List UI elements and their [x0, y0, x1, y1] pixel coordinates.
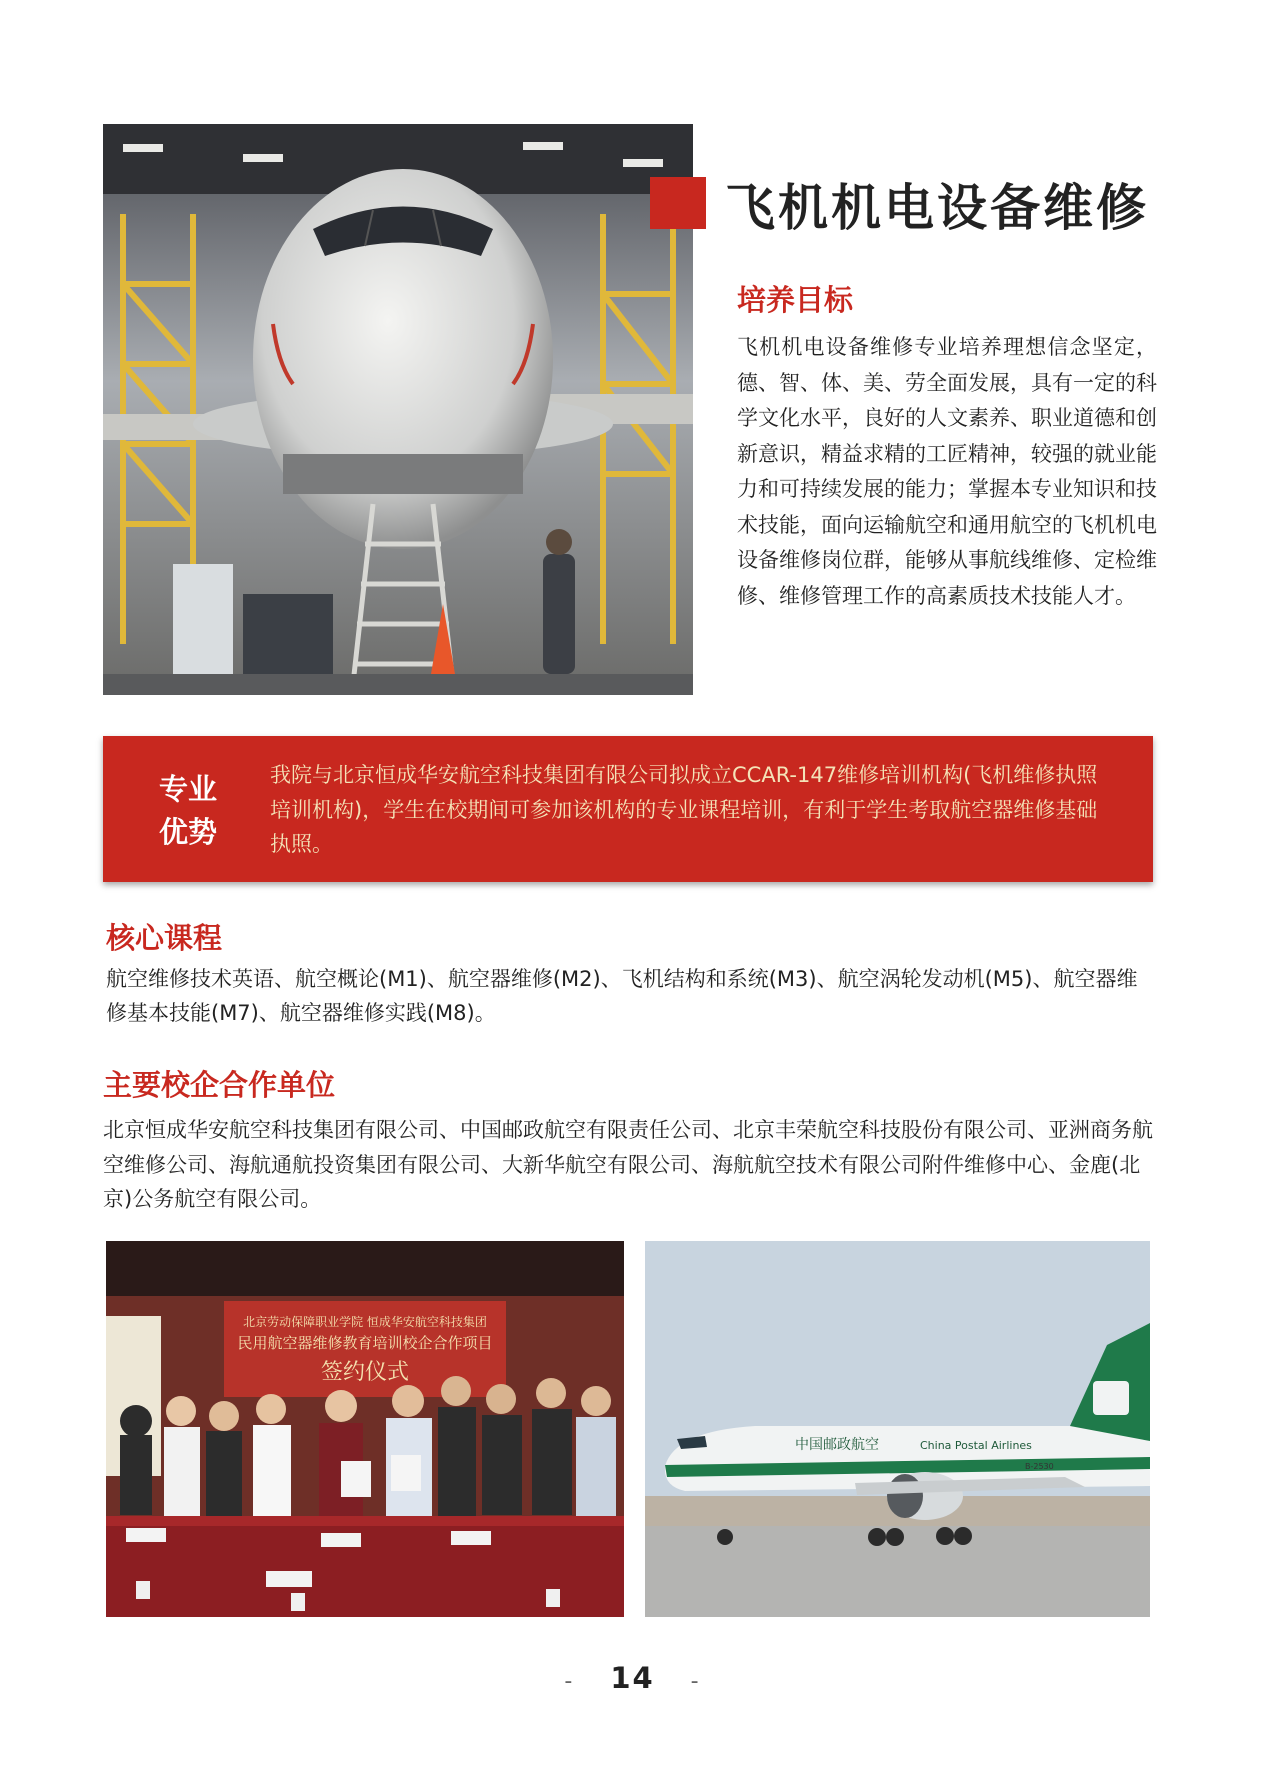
airplane-illustration	[645, 1241, 1150, 1617]
courses-body: 航空维修技术英语、航空概论(M1)、航空器维修(M2)、飞机结构和系统(M3)、航空涡轮发动机(M5)、航空器维修基本技能(M7)、航空器维修实践(M8)。	[106, 967, 1138, 1025]
signing-ceremony-photo	[106, 1241, 624, 1617]
goal-heading: 培养目标	[737, 283, 854, 317]
signing-banner-line3: 签约仪式	[320, 1360, 410, 1385]
airplane-chinese-livery: 中国邮政航空	[795, 1437, 879, 1453]
advantage-body: 我院与北京恒成华安航空科技集团有限公司拟成立CCAR-147维修培训机构(飞机维修执照培训机构)，学生在校期间可参加该机构的专业课程培训，有利于学生考取航空器维修基础执照。	[270, 763, 1098, 856]
courses-heading: 核心课程	[106, 921, 223, 955]
advantage-label	[153, 768, 223, 854]
hangar-illustration	[103, 124, 693, 695]
advantage-banner	[103, 736, 1153, 882]
signing-ceremony-illustration	[106, 1241, 624, 1617]
page-number-dash-left: -	[564, 1669, 575, 1694]
page-title: 飞机机电设备维修	[725, 178, 1149, 237]
page-number-dash-right: -	[690, 1669, 701, 1694]
hero-photo-aircraft-hangar	[103, 124, 693, 695]
airplane-english-livery: China Postal Airlines	[920, 1439, 1032, 1452]
advantage-label-line2: 优势	[158, 815, 217, 849]
page-number	[0, 1661, 1265, 1695]
signing-banner-line1: 北京劳动保障职业学院 恒成华安航空科技集团	[243, 1315, 487, 1329]
page-number-value: 14	[610, 1661, 655, 1695]
signing-banner-line2: 民用航空器维修教育培训校企合作项目	[237, 1334, 493, 1352]
partners-body: 北京恒成华安航空科技集团有限公司、中国邮政航空有限责任公司、北京丰荣航空科技股份有限公司、亚洲商务航空维修公司、海航通航投资集团有限公司、大新华航空有限公司、海航航空技术有限公司附件维修中心、金鹿(北京)公务航空有限公司。	[103, 1118, 1153, 1211]
partners-heading: 主要校企合作单位	[103, 1068, 336, 1102]
goal-body: 飞机机电设备维修专业培养理想信念坚定，德、智、体、美、劳全面发展，具有一定的科学文化水平，良好的人文素养、职业道德和创新意识，精益求精的工匠精神，较强的就业能力和可持续发展的能力；掌握本专业知识和技术技能，面向运输航空和通用航空的飞机机电设备维修岗位群，能够从事航线维修、定检维修、维修管理工作的高素质技术技能人才。	[737, 335, 1157, 608]
title-accent-block	[650, 177, 706, 229]
airplane-registration: B-2530	[1025, 1462, 1054, 1471]
advantage-label-line1: 专业	[158, 772, 217, 806]
postal-airplane-photo	[645, 1241, 1150, 1617]
